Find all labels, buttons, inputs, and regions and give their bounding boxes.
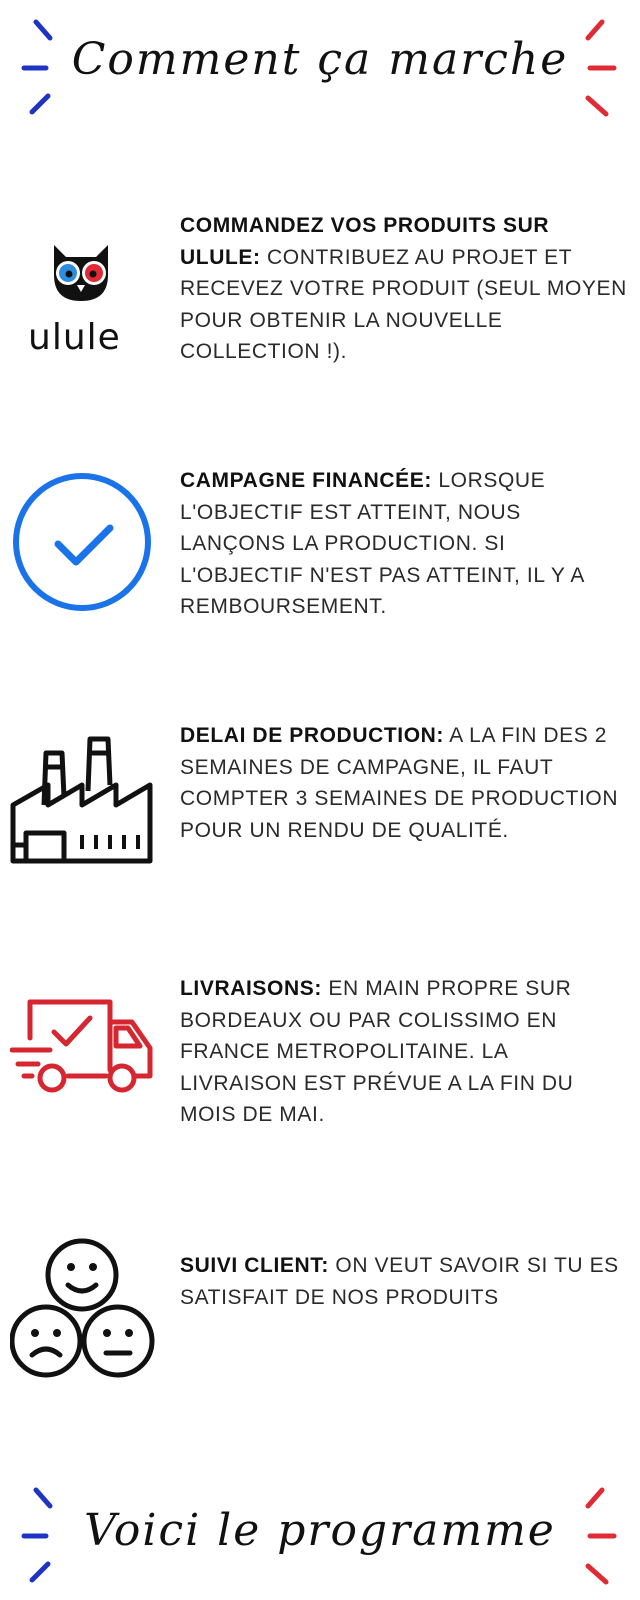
factory-icon [10, 725, 155, 865]
step-suivi-client [0, 1235, 640, 1385]
faces-icon [10, 1235, 155, 1380]
step-description: A LA FIN DES 2 SEMAINES DE CAMPAGNE, IL FAUT COMPTER 3 SEMAINES DE PRODUCTION POUR UN RENDU DE QUALITÉ. [180, 724, 619, 842]
check-circle-icon [10, 470, 155, 615]
step-description: CONTRIBUEZ AU PROJET ET RECEVEZ VOTRE PRODUIT (SEUL MOYEN POUR OBTENIR LA NOUVELLE COLLECTION !). [180, 245, 627, 363]
step-description: ON VEUT SAVOIR SI TU ES SATISFAIT DE NOS PRODUITS [180, 1254, 619, 1309]
step-ulule [0, 205, 640, 385]
delivery-truck-icon [10, 998, 155, 1098]
step-text [180, 210, 630, 368]
step-title: SUIVI CLIENT: [180, 1254, 329, 1277]
step-description: EN MAIN PROPRE SUR BORDEAUX OU PAR COLISSIMO EN FRANCE METROPOLITAINE. LA LIVRAISON EST PRÉVUE A LA FIN DU MOIS DE MAI. [180, 977, 574, 1126]
page-title: Comment ça marche [71, 34, 569, 85]
step-title: DELAI DE PRODUCTION: [180, 724, 444, 747]
step-title: COMMANDEZ VOS PRODUITS SUR ULULE: [180, 214, 550, 269]
step-description: LORSQUE L'OBJECTIF EST ATTEINT, NOUS LANÇONS LA PRODUCTION. SI L'OBJECTIF N'EST PAS ATTEINT, IL Y A REMBOURSEMENT. [180, 469, 584, 618]
ulule-logo [10, 225, 155, 358]
step-text [180, 1250, 630, 1313]
owl-icon [46, 235, 116, 305]
step-text [180, 720, 630, 846]
ulule-wordmark: ulule [28, 317, 121, 358]
step-production [0, 715, 640, 895]
footer-title: Voici le programme [84, 1505, 556, 1556]
step-text [180, 973, 630, 1131]
step-campagne [0, 460, 640, 640]
step-title: CAMPAGNE FINANCÉE: [180, 469, 432, 492]
step-livraisons [0, 968, 640, 1148]
step-title: LIVRAISONS: [180, 977, 322, 1000]
step-text [180, 465, 630, 623]
